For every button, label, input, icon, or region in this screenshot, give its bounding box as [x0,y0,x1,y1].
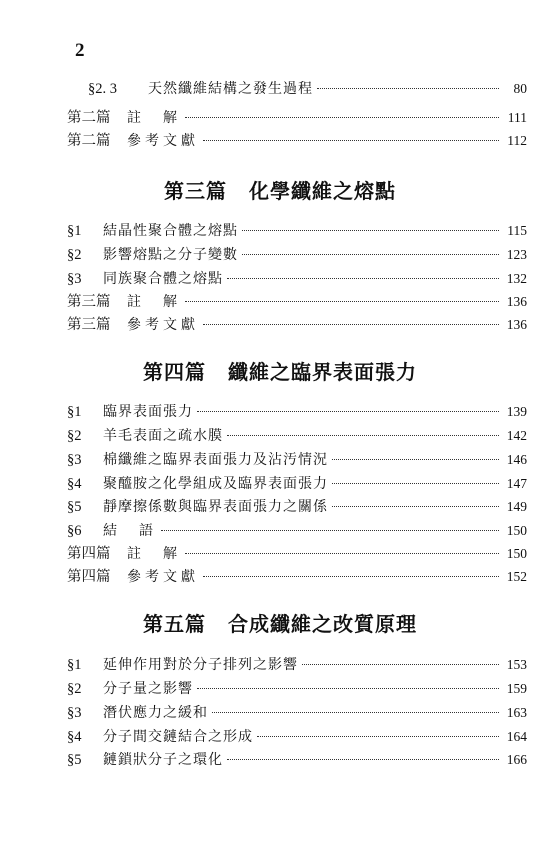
entry-number: §6 [67,523,82,539]
entry-number: 第四篇 [67,569,111,585]
toc-entry [67,543,527,565]
toc-entry-2-3 [88,78,527,100]
entry-page: 149 [506,499,527,514]
toc-entry-part2-notes [67,107,527,129]
toc-entry [67,449,527,471]
entry-page: 150 [506,523,527,538]
entry-number: §1 [67,657,82,673]
dot-leader [332,482,499,484]
toc-entry-part2-references [67,130,527,152]
dot-leader [185,300,499,302]
entry-number: §2 [67,247,82,263]
entry-number: §1 [67,223,82,239]
section-heading-part5 [0,608,560,637]
entry-page: 159 [506,681,527,696]
dot-leader [185,552,499,554]
dot-leader [161,529,499,531]
entry-title: 棉纖維之臨界表面張力及沾汚情況 [103,452,328,468]
dot-leader [332,458,499,460]
dot-leader [302,663,499,665]
entry-page: 139 [506,404,527,419]
toc-entry [67,678,527,700]
toc-entry [67,566,527,588]
entry-page: 136 [506,317,527,332]
section-title: 合成纖維之改質原理 [228,612,417,636]
dot-leader [203,139,499,141]
entry-title: 參考文獻 [127,569,199,585]
entry-title: 結晶性聚合體之熔點 [103,223,238,239]
toc-entry [67,520,527,542]
section-part-label: 第四篇 [143,360,206,384]
entry-title: 潛伏應力之緩和 [103,705,208,721]
section-heading-part4 [0,356,560,385]
entry-title: 參考文獻 [127,133,199,149]
entry-title: 參考文獻 [127,317,199,333]
entry-number: §5 [67,499,82,515]
dot-leader [203,575,499,577]
dot-leader [257,735,499,737]
entry-title: 鏈鎖狀分子之環化 [103,752,223,768]
entry-title: 註 解 [127,110,181,126]
entry-page: 136 [506,294,527,309]
toc-entry [67,473,527,495]
toc-entry [67,726,527,748]
entry-number: §2 [67,428,82,444]
entry-page: 112 [507,133,527,148]
entry-number: §5 [67,752,82,768]
dot-leader [317,87,499,89]
dot-leader [242,229,499,231]
entry-page: 147 [506,476,527,491]
entry-title: 註 解 [127,546,181,562]
entry-page: 115 [507,223,527,238]
entry-page: 150 [506,546,527,561]
entry-number: §3 [67,452,82,468]
section-title: 化學纖維之熔點 [249,179,396,203]
entry-page: 123 [506,247,527,262]
toc-entry [67,425,527,447]
toc-entry [67,401,527,423]
entry-title: 影響熔點之分子變數 [103,247,238,263]
dot-leader [227,277,499,279]
entry-title: 靜摩擦係數與臨界表面張力之關係 [103,499,328,515]
dot-leader [197,687,499,689]
section-part-label: 第三篇 [164,179,227,203]
entry-page: 164 [506,729,527,744]
entry-page: 153 [506,657,527,672]
page-number: 2 [75,40,85,61]
entry-number: 第二篇 [67,110,111,126]
entry-number: 第二篇 [67,133,111,149]
entry-number: §3 [67,705,82,721]
toc-entry [67,496,527,518]
entry-page: 166 [506,752,527,767]
entry-title: 分子量之影響 [103,681,193,697]
entry-page: 152 [506,569,527,584]
entry-title: 延伸作用對於分子排列之影響 [103,657,298,673]
toc-entry [67,702,527,724]
section-title: 纖維之臨界表面張力 [228,360,417,384]
entry-number: 第三篇 [67,294,111,310]
dot-leader [227,758,499,760]
dot-leader [197,410,499,412]
toc-entry [67,749,527,771]
toc-entry [67,220,527,242]
toc-entry [67,244,527,266]
dot-leader [203,323,499,325]
entry-number: §4 [67,476,82,492]
entry-number: 第三篇 [67,317,111,333]
entry-page: 132 [506,271,527,286]
entry-page: 163 [506,705,527,720]
entry-title: 同族聚合體之熔點 [103,271,223,287]
entry-title: 分子間交鏈結合之形成 [103,729,253,745]
toc-entry [67,291,527,313]
section-part-label: 第五篇 [143,612,206,636]
entry-number: §2 [67,681,82,697]
dot-leader [185,116,499,118]
entry-number: §1 [67,404,82,420]
entry-title: 結 語 [103,523,157,539]
toc-entry [67,268,527,290]
entry-number: §4 [67,729,82,745]
entry-title: 羊毛表面之疏水膜 [103,428,223,444]
entry-page: 142 [506,428,527,443]
toc-entry [67,654,527,676]
dot-leader [212,711,499,713]
dot-leader [332,505,499,507]
section-heading-part3 [0,175,560,204]
entry-number: §3 [67,271,82,287]
entry-page: 146 [506,452,527,467]
entry-title: 臨界表面張力 [103,404,193,420]
dot-leader [242,253,499,255]
entry-page: 80 [513,81,527,96]
entry-title: 聚醯胺之化學組成及臨界表面張力 [103,476,328,492]
entry-title: 註 解 [127,294,181,310]
toc-entry [67,314,527,336]
dot-leader [227,434,499,436]
entry-number: §2. 3 [88,81,117,97]
entry-title: 天然纖維結構之發生過程 [148,81,313,97]
entry-number: 第四篇 [67,546,111,562]
entry-page: 111 [507,110,527,125]
